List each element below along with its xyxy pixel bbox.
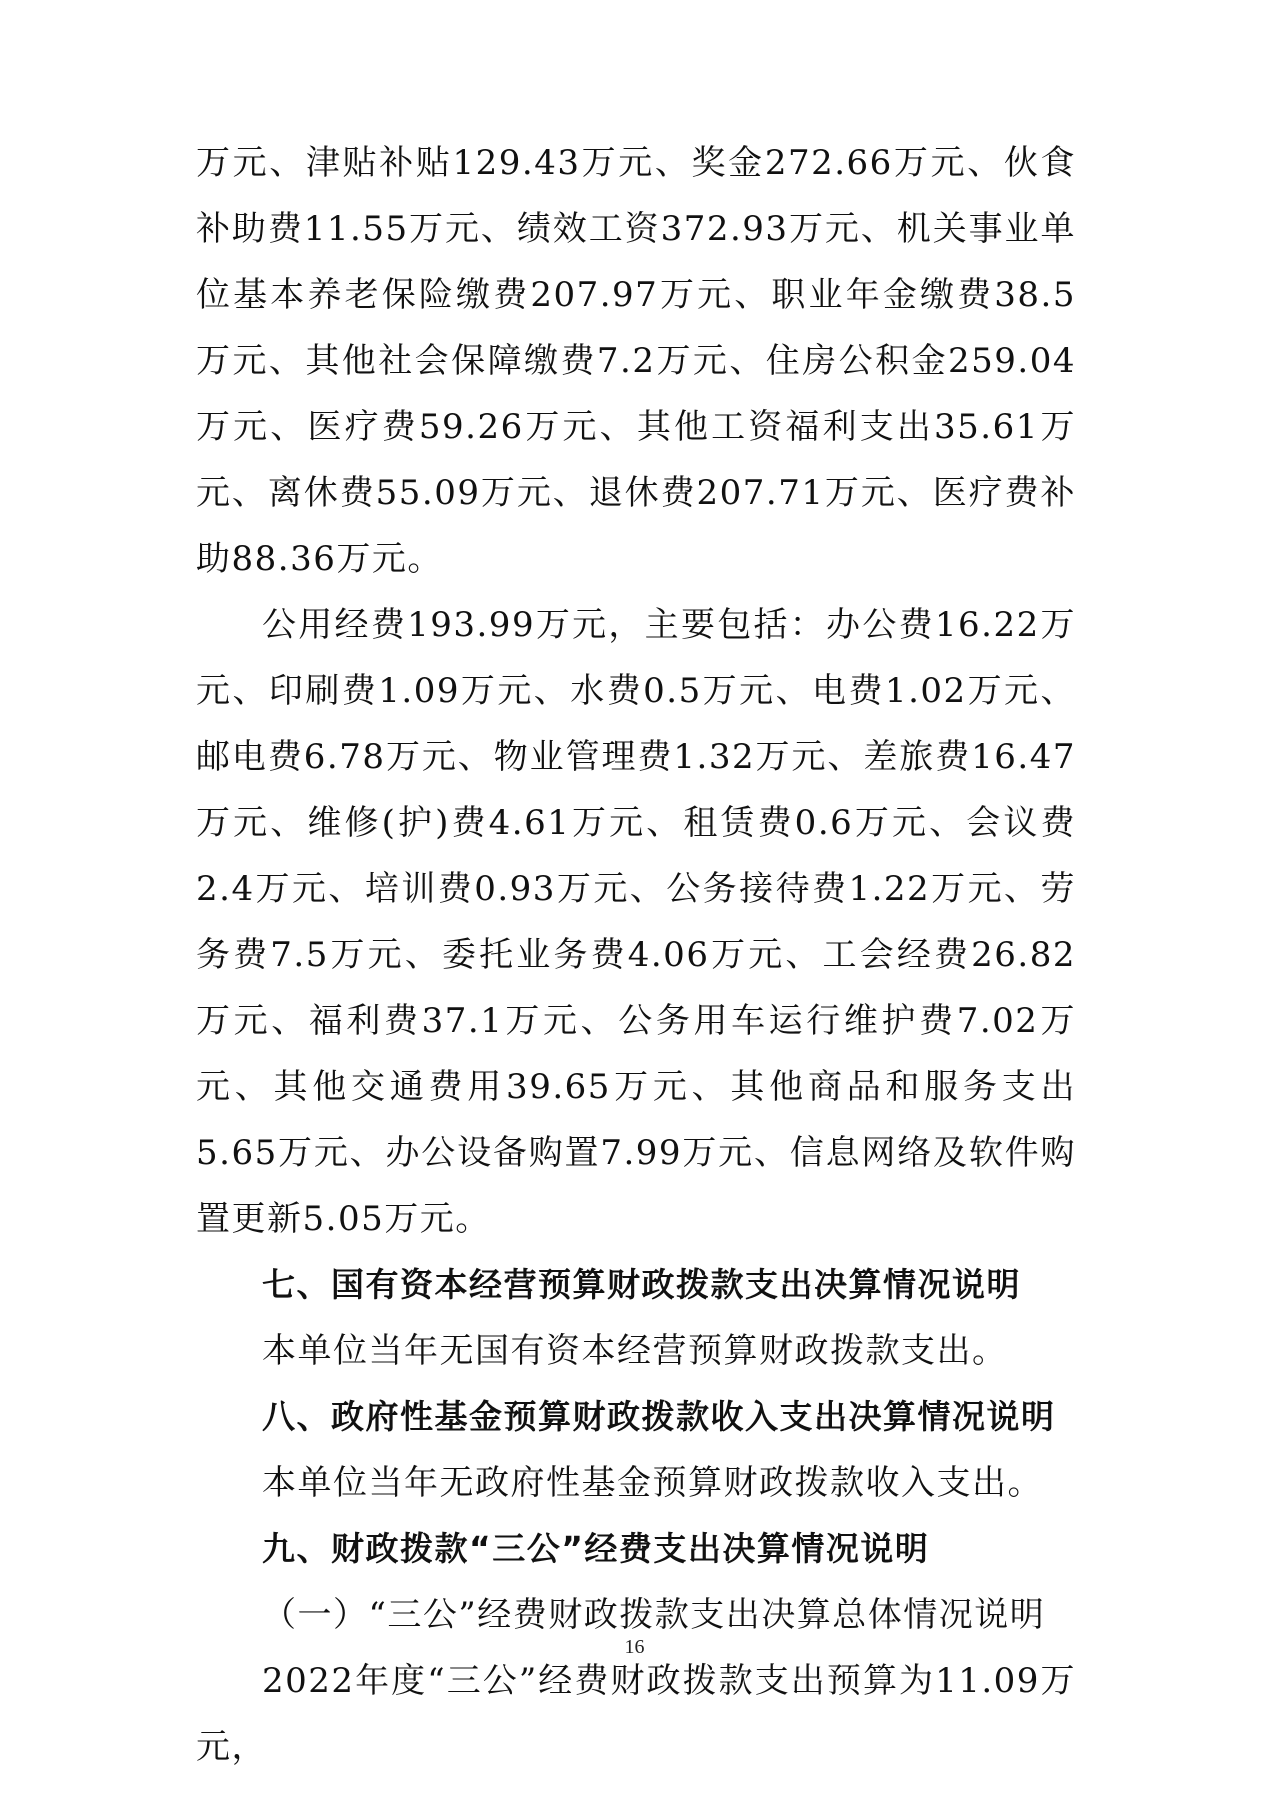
heading-section-9: 九、财政拨款“三公”经费支出决算情况说明 [262,1529,930,1568]
paragraph-section-8-body: 本单位当年无政府性基金预算财政拨款收入支出。 [262,1463,1043,1503]
paragraph-public-expenses: 公用经费193.99万元，主要包括：办公费16.22万元、印刷费1.09万元、水费0.5万元、电费1.02万元、邮电费6.78万元、物业管理费1.32万元、差旅费16.47万元、维修(护)费4.61万元、租赁费0.6万元、会议费2.4万元、培训费0.93万元、公务接待费1.22万元、劳务费7.5万元、委托业务费4.06万元、工会经费26.82万元、福利费37.1万元、公务用车运行维护费7.02万元、其他交通费用39.65万元、其他商品和服务支出5.65万元、办公设备购置7.99万元、信息网络及软件购置更新5.05万元。 [196,605,1076,1239]
subheading-section-9-1: （一）“三公”经费财政拨款支出决算总体情况说明 [262,1595,1046,1635]
paragraph-section-9-1-body: 2022年度“三公”经费财政拨款支出预算为11.09万元， [196,1661,1076,1767]
heading-section-7: 七、国有资本经营预算财政拨款支出决算情况说明 [262,1265,1021,1304]
body-text [196,130,1076,1780]
heading-section-8: 八、政府性基金预算财政拨款收入支出决算情况说明 [262,1397,1056,1436]
paragraph-personnel-expenses-continued: 万元、津贴补贴129.43万元、奖金272.66万元、伙食补助费11.55万元、绩效工资372.93万元、机关事业单位基本养老保险缴费207.97万元、职业年金缴费38.5万元、其他社会保障缴费7.2万元、住房公积金259.04万元、医疗费59.26万元、其他工资福利支出35.61万元、离休费55.09万元、退休费207.71万元、医疗费补助88.36万元。 [196,143,1076,579]
page-number: 16 [624,1636,645,1658]
paragraph-section-7-body: 本单位当年无国有资本经营预算财政拨款支出。 [262,1331,1008,1371]
